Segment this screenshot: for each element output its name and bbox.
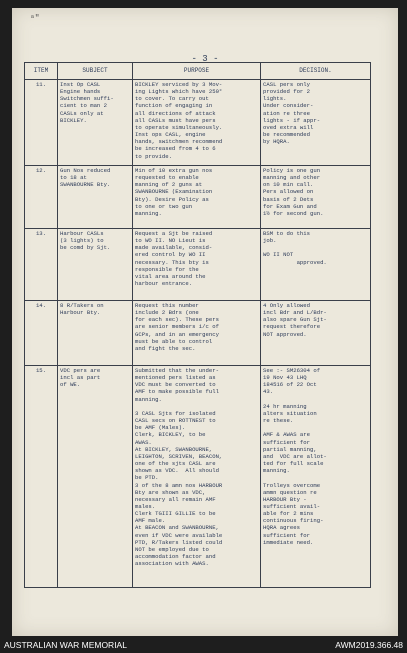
decision-cell: Policy is one gun manning and other on 10 min call. Pers allowed on basis of 2 Dets for Exam Gun and 1½ for second gun. [261,166,371,229]
table-row [25,166,371,229]
purpose-cell: Submitted that the under- mentioned pers listed as VDC must be converted to AMF to make possible full manning. 3 CASL Sjts for isolated CASL secs on ROTTNEST to be AMF (Males). Clerk, BICKLEY, to be AWAS. At BICKLEY, SWANBOURNE, LEIGHTON, SCRIVEN, BEACON, one of the sjts CASL are shown as VDC. All should be PTD. 3 of the 8 amn nos HARBOUR Bty are shown as VDC, necessary all remain AMF males. Clerk TGIII GILLIE to be AMF male. At BEACON and SWANBOURNE, even if VDC were available PTD, R/Takers listed could NOT be employed due to accommodation factor and association with AWAS. [133,366,261,588]
table-row [25,229,371,301]
purpose-cell: Request this number include 2 Bdrs (one for each sec). These pers are senior members i/c of GCPs, and in an emergency must be able to control and fight the sec. [133,301,261,366]
header-item: ITEM [25,63,58,80]
subject-cell: Inst Op CASL Engine hands Switchmen suffi- cient to man 2 CASLs only at BICKLEY. [58,80,133,166]
item-number: 11. [25,80,58,166]
table-row [25,366,371,588]
footer-institution: AUSTRALIAN WAR MEMORIAL [4,640,127,650]
purpose-cell: Min of 10 extra gun nos requested to enable manning of 2 guns at SWANBOURNE (Examination Bty). Desire Policy as to one or two gun manning. [133,166,261,229]
handwritten-mark: ᵃ" [30,14,40,23]
archive-footer [0,638,407,653]
decision-cell: BSM to do this job. WO II NOT approved. [261,229,371,301]
minutes-table [24,62,371,588]
header-decision: DECISION. [261,63,371,80]
item-number: 13. [25,229,58,301]
item-number: 15. [25,366,58,588]
table-row [25,80,371,166]
decision-cell: CASL pers only provided for 2 lights. Under consider- ation re three lights - if appr- oved extra will be recommended by HQRA. [261,80,371,166]
page-number: - 3 - [191,54,219,64]
subject-cell: Gun Nos reduced to 18 at SWANBOURNE Bty. [58,166,133,229]
subject-cell: 8 R/Takers on Harbour Bty. [58,301,133,366]
header-subject: SUBJECT [58,63,133,80]
subject-cell: VDC pers are incl as part of WE. [58,366,133,588]
item-number: 12. [25,166,58,229]
decision-cell: 4 Only allowed incl Bdr and L/Bdr- also spare Gun Sjt- request therefore NOT approved. [261,301,371,366]
table-row [25,301,371,366]
subject-cell: Harbour CASLs (3 lights) to be comd by Sjt. [58,229,133,301]
purpose-cell: BICKLEY serviced by 3 Mov- ing Lights which have 250° to cover. To carry out function of engaging in all directions of attack all CASLs must have pers to operate simultaneously. Inst ops CASL, engine hands, switchmen recommend be increased from 4 to 6 to provide. [133,80,261,166]
purpose-cell: Request a Sjt be raised to WO II. NO Lieut is made available, consid- ered control by WO II necessary. This bty is responsible for the vital area around the harbour entrance. [133,229,261,301]
table-header-row [25,63,371,80]
decision-cell: See :- SM26304 of 19 Nov 43 LHQ 184516 of 22 Oct 43. 24 hr manning alters situation re these. AMF & AWAS are sufficient for partial manning, and VDC are allot- ted for full scale manning. Trolleys overcome ammn question re HARBOUR Bty - sufficient avail- able for 2 mins continuous firing- HQRA agrees sufficient for immediate need. [261,366,371,588]
footer-reference: AWM2019.366.48 [335,640,403,650]
item-number: 14. [25,301,58,366]
header-purpose: PURPOSE [133,63,261,80]
